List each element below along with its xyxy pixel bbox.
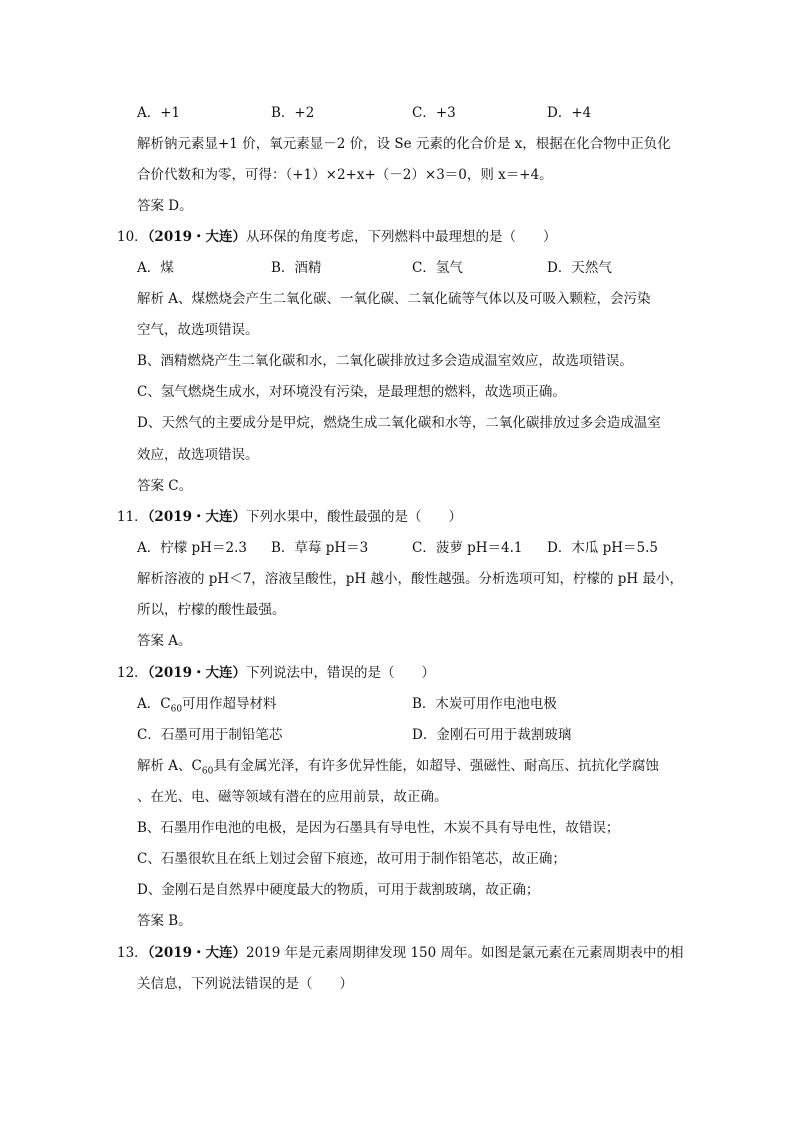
q11-options [137,539,697,557]
q12-options-row-1 [137,695,697,713]
q10-analysis-line-4: C、氢气燃烧生成水，对环境没有污染，是最理想的燃料，故选项正确。 [137,384,566,400]
q9-option-b: B．+2 [271,105,315,121]
q10-question: 从环保的角度考虑，下列燃料中最理想的是（ ） [246,229,557,245]
q10-analysis-line-2: 空气，故选项错误。 [137,322,259,338]
q12-analysis-post: 具有金属光泽，有许多优异性能，如超导、强磁性、耐高压、抗抗化学腐蚀 [213,758,659,774]
q12-question: 下列说法中，错误的是（ ） [246,665,436,681]
q13-question-1: 2019 年是元素周期律发现 150 周年。如图是氯元素在元素周期表中的相 [246,945,684,961]
q11-option-a: A．柠檬 pH＝2.3 [137,540,247,556]
q12-analysis-line-4: C、石墨很软且在纸上划过会留下痕迹，故可用于制作铅笔芯，故正确； [137,851,566,867]
q9-options [137,104,697,122]
q11-number: 11． [117,509,148,525]
q12-options-row-2 [137,726,697,744]
q10-number: 10． [117,229,148,245]
q11-analysis-line-2: 所以，柠檬的酸性最强。 [137,602,286,618]
q12-answer: 答案 B。 [137,913,192,929]
q9-analysis-line-2: 合价代数和为零，可得：（+1）×2+x+（－2）×3＝0，则 x＝+4。 [137,167,553,183]
q12-option-a [137,695,277,713]
q12-option-a-subscript: 60 [170,704,183,715]
q12-stem [117,664,435,682]
q13-stem-line-2: 关信息，下列说法错误的是（ ） [137,976,353,992]
q10-option-d: D．天然气 [547,260,612,276]
q11-source: （2019・大连） [147,509,247,525]
q13-stem-line-1 [117,944,684,962]
q12-analysis-line-5: D、金刚石是自然界中硬度最大的物质，可用于裁割玻璃，故正确； [137,882,540,898]
q12-option-d: D．金刚石可用于裁割玻璃 [412,727,572,743]
q9-answer: 答案 D。 [137,198,193,214]
q13-number: 13． [117,945,148,961]
q10-analysis-line-6: 效应，故选项错误。 [137,447,259,463]
q12-option-c: C．石墨可用于制铅笔芯 [137,727,283,743]
q12-option-b: B．木炭可用作电池电极 [412,696,557,712]
q12-analysis-line-1 [137,757,659,775]
q9-option-c: C．+3 [412,105,456,121]
q10-stem [117,228,557,246]
q11-analysis-line-1: 解析溶液的 pH＜7，溶液呈酸性，pH 越小，酸性越强。分析选项可知，柠檬的 pH 最小， [137,571,683,587]
q13-source: （2019・大连） [147,945,247,961]
q10-source: （2019・大连） [147,229,247,245]
q10-option-b: B．酒精 [271,260,322,276]
q11-option-c: C．菠萝 pH＝4.1 [412,540,523,556]
q11-stem [117,508,462,526]
q12-option-a-post: 可用作超导材料 [182,696,277,712]
q12-analysis-line-3: B、石墨用作电池的电极，是因为石墨具有导电性，木炭不具有导电性，故错误； [137,820,620,836]
q9-option-d: D．+4 [547,105,592,121]
q10-option-a: A．煤 [137,260,174,276]
q12-analysis-subscript: 60 [201,766,214,777]
q10-analysis-line-3: B、酒精燃烧产生二氧化碳和水，二氧化碳排放过多会造成温室效应，故选项错误。 [137,353,633,369]
q9-option-a: A．+1 [137,105,181,121]
q12-analysis-line-2: 、在光、电、磁等领域有潜在的应用前景，故正确。 [137,789,448,805]
q12-number: 12． [117,665,148,681]
q12-analysis-pre: 解析 A、C [137,758,202,774]
q11-answer: 答案 A。 [137,633,192,649]
q12-option-a-pre: A．C [137,696,171,712]
q10-analysis-line-1: 解析 A、煤燃烧会产生二氧化碳、一氧化碳、二氧化硫等气体以及可吸入颗粒，会污染 [137,291,651,307]
q10-analysis-line-5: D、天然气的主要成分是甲烷，燃烧生成二氧化碳和水等，二氧化碳排放过多会造成温室 [137,415,661,431]
q9-analysis-line-1: 解析钠元素显+1 价，氧元素显－2 价，设 Se 元素的化合价是 x，根据在化合物中正负化 [137,136,671,152]
q10-option-c: C．氢气 [412,260,463,276]
q12-source: （2019・大连） [147,665,247,681]
q11-option-d: D．木瓜 pH＝5.5 [547,540,658,556]
q10-options [137,259,697,277]
q10-answer: 答案 C。 [137,478,193,494]
q11-question: 下列水果中，酸性最强的是（ ） [246,509,463,525]
q11-option-b: B．草莓 pH＝3 [271,540,369,556]
